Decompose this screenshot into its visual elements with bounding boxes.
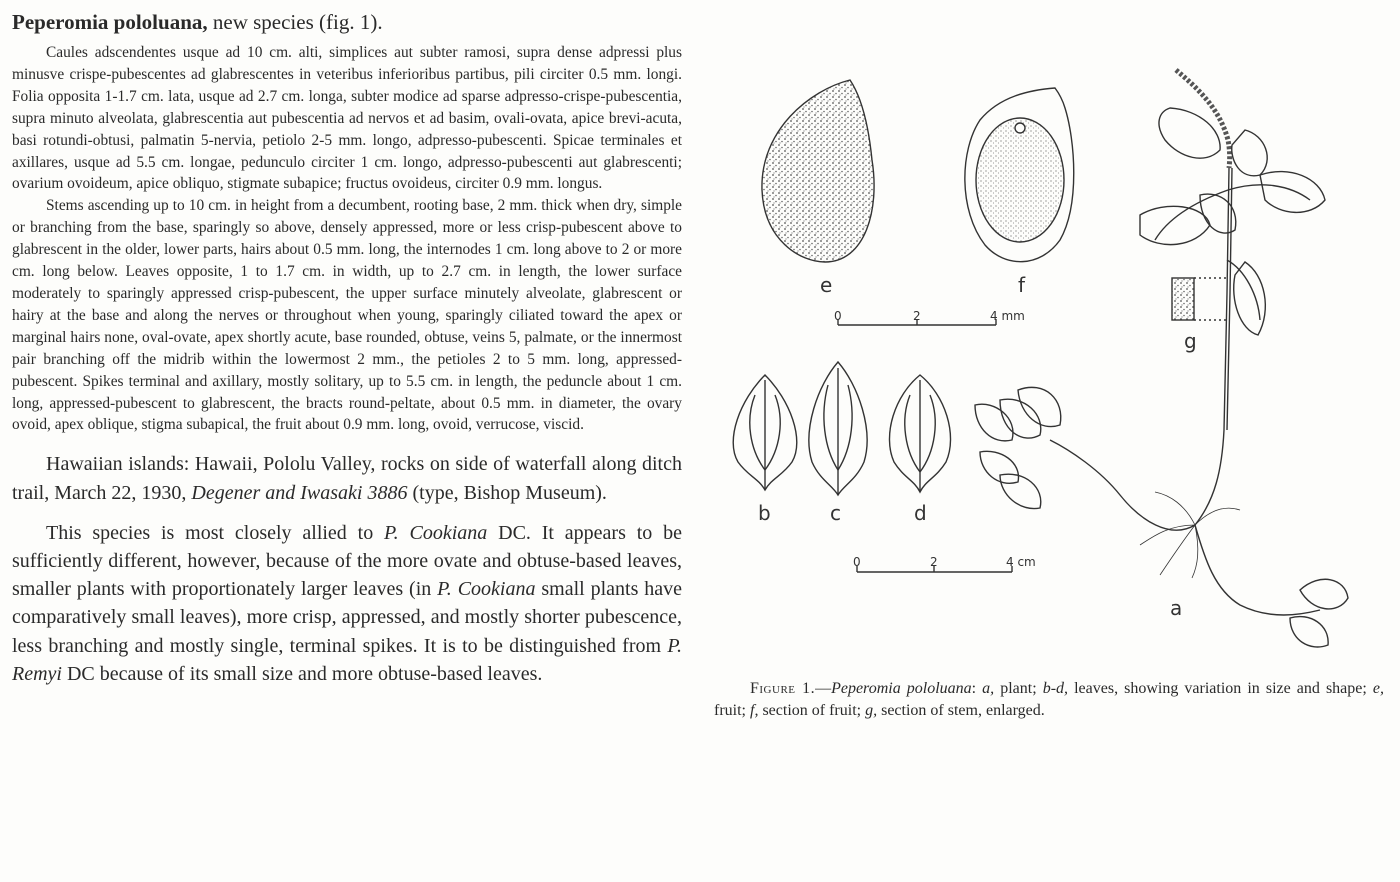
caption-text-6: section of stem, enlarged. bbox=[877, 702, 1045, 719]
figure-label-c: c bbox=[830, 501, 841, 525]
leaf-drawing-c bbox=[809, 362, 867, 495]
latin-description: Caules adscendentes usque ad 10 cm. alti, simplices aut subter ramosi, supra dense adpressi plus minusve crispe-pubescentes ad glabrescentes in veteribus inferioribus partibus, pili circiter 0.5 mm. longi. Folia opposita 1-1.7 cm. lata, usque ad 2.7 cm. longa, subter modice ad sparse adpresso-crispe-pubescentia, supra minuto alveolata, glabrescentia aut pubescentia ad nervos et ad basim, ovali-ovata, apice brevi-acuta, basi rotundi-obtusi, palmatin 5-nervia, petiolo 2-5 mm. longo, adpresso-pubescenti. Spicae terminales et axillares, usque ad 5.5 cm. longae, pedunculo circiter 1 cm. longo, adpresso-pubescenti aut glabrescenti; ovarium ovoideum, apice obliquo, stigmate subapice; fructus ovoideus, circiter 0.9 mm. longus. bbox=[12, 44, 682, 193]
species-note: new species (fig. 1). bbox=[207, 10, 383, 34]
taxon-cookiana-2: P. Cookiana bbox=[437, 578, 536, 601]
english-description: Stems ascending up to 10 cm. in height from a decumbent, rooting base, 2 mm. thick when dry, simple or branching from the base, sparingly so above, densely appressed, more or less crisp-pubescent above to glabrescent in the older, lower parts, hairs about 0.5 mm. long, the internodes 1 cm. long above to 2 or more cm. long below. Leaves opposite, 1 to 1.7 cm. in width, up to 2.7 cm. in length, the lower surface moderately to sparingly appressed crisp-pubescent, the upper surface minutely alveolate, glabrescent or hairy at the base and along the nerves or throughout when young, sparingly ciliated toward the apex or marginal hairs none, oval-ovate, apex shortly acute, base rounded, obtuse, veins 5, palmate, or the innermost pair branching off the midrib within the lowermost 2 mm., the petioles 2 to 5 mm. long, appressed-pubescent. Spikes terminal and axillary, mostly solitary, up to 5.5 cm. in length, the peduncle about 1 cm. long, appressed-pubescent to glabrescent, the bracts round-peltate, about 0.5 mm. in diameter, the ovary ovoid, apex oblique, stigma subapical, the fruit about 0.9 mm. long, ovoid, verrucose, viscid. bbox=[12, 197, 682, 434]
species-heading bbox=[12, 8, 682, 36]
scale-mm-tick-4: 4 mm bbox=[990, 309, 1025, 323]
discussion-paragraph bbox=[12, 519, 682, 688]
discussion-text-3: small plants have comparatively small leaves), more crisp, appressed, and mostly shorter pubescence, less branching and mostly single, terminal spikes. It is to be distinguished from bbox=[12, 578, 683, 657]
figure-label-a: a bbox=[1170, 596, 1183, 620]
botanical-figure bbox=[700, 0, 1400, 670]
caption-key-bd: b-d, bbox=[1042, 680, 1069, 697]
fruit-section-drawing-f bbox=[965, 88, 1074, 262]
stem-section-drawing-g bbox=[1172, 278, 1226, 320]
figure-label-b: b bbox=[758, 501, 771, 525]
taxon-remyi: P. Remyi bbox=[12, 634, 682, 685]
caption-text-5: section of fruit; bbox=[758, 702, 866, 719]
caption-text-3: leaves, showing variation in size and shape; bbox=[1068, 680, 1373, 697]
caption-dash: — bbox=[815, 680, 832, 697]
type-specimen: (type, Bishop Museum). bbox=[407, 481, 607, 504]
caption-species: Peperomia pololuana bbox=[831, 680, 972, 697]
figure-caption bbox=[714, 678, 1384, 722]
scale-cm-tick-0: 0 bbox=[853, 555, 861, 569]
figure-label-e: e bbox=[820, 273, 833, 297]
caption-text-4: fruit; bbox=[714, 702, 750, 719]
caption-figure-number: Figure 1. bbox=[750, 680, 816, 697]
locality-paragraph bbox=[12, 450, 682, 506]
locality-text: Hawaiian islands: Hawaii, Pololu Valley, rocks on side of waterfall along ditch trail, March 22, 1930, bbox=[12, 453, 682, 504]
collectors: Degener and Iwasaki 3886 bbox=[191, 481, 408, 504]
species-name: Peperomia pololuana, bbox=[12, 10, 208, 34]
figure-label-d: d bbox=[914, 501, 927, 525]
discussion-text-4: DC because of its small size and more obtuse-based leaves. bbox=[61, 662, 543, 685]
caption-key-f: f, bbox=[750, 702, 759, 719]
discussion-text-1: This species is most closely allied to bbox=[46, 521, 385, 544]
caption-key-g: g, bbox=[865, 702, 878, 719]
scale-cm-tick-4: 4 cm bbox=[1006, 555, 1036, 569]
discussion-text-2: DC. It appears to be sufficiently different, however, because of the more ovate and obtuse-based leaves, smaller plants with proportionately larger leaves (in bbox=[12, 521, 682, 601]
scale-mm-tick-0: 0 bbox=[834, 309, 842, 323]
caption-key-a: a, bbox=[982, 680, 995, 697]
caption-key-e: e, bbox=[1372, 680, 1385, 697]
text-column bbox=[12, 8, 682, 688]
caption-text-2: plant; bbox=[994, 680, 1043, 697]
taxon-cookiana-1: P. Cookiana bbox=[384, 521, 488, 544]
scale-mm-tick-2: 2 bbox=[913, 309, 921, 323]
leaf-drawing-d bbox=[889, 375, 950, 492]
figure-label-f: f bbox=[1018, 273, 1026, 297]
leaf-drawing-b bbox=[733, 375, 797, 490]
caption-sep-1: : bbox=[971, 680, 983, 697]
figure-label-g: g bbox=[1184, 329, 1197, 353]
fruit-drawing-e bbox=[762, 80, 874, 262]
scale-cm-tick-2: 2 bbox=[930, 555, 938, 569]
